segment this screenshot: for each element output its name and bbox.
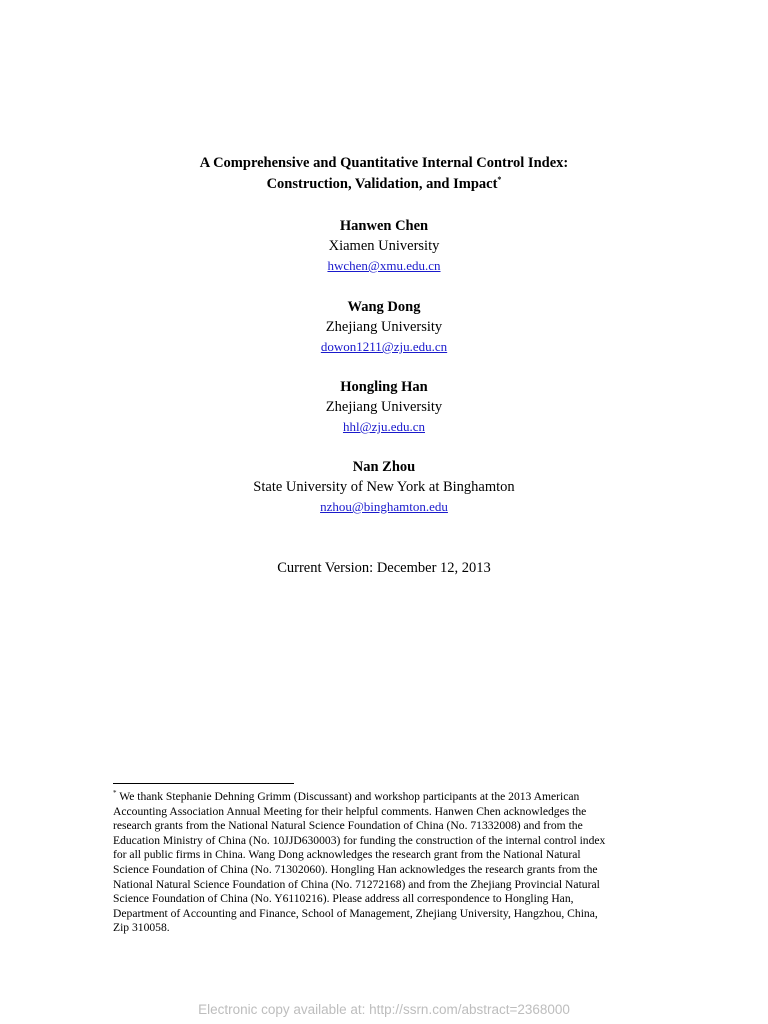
author-name: Nan Zhou <box>352 459 416 475</box>
footnote-line: research grants from the National Natural Science Foundation of China (No. 71332008) and from the <box>113 819 583 833</box>
author-affiliation: State University of New York at Binghamton <box>253 479 515 495</box>
footnote <box>113 790 658 936</box>
author-email-link[interactable]: hwchen@xmu.edu.cn <box>327 258 441 273</box>
ssrn-watermark: Electronic copy available at: http://ssrn.com/abstract=2368000 <box>198 1002 570 1017</box>
footnote-line: Education Ministry of China (No. 10JJD630003) for funding the construction of the internal control index <box>113 833 606 847</box>
author-block-4 <box>0 457 768 516</box>
author-block-2 <box>0 297 768 356</box>
author-block-3 <box>0 377 768 436</box>
author-block-1 <box>0 216 768 275</box>
title-line-2-text: Construction, Validation, and Impact <box>266 176 498 192</box>
author-email-link[interactable]: hhl@zju.edu.cn <box>342 419 425 434</box>
paper-title <box>0 153 768 195</box>
footnote-line-text: We thank Stephanie Dehning Grimm (Discussant) and workshop participants at the 2013 American <box>116 790 580 803</box>
author-affiliation: Xiamen University <box>328 238 440 254</box>
title-line-1: A Comprehensive and Quantitative Internal Control Index: <box>199 155 569 171</box>
footnote-line: Zip 310058. <box>113 921 170 935</box>
footnote-line: Accounting Association Annual Meeting for their helpful comments. Hanwen Chen acknowledges the <box>113 804 587 818</box>
footnote-mark: * <box>113 789 117 798</box>
footnote-line: Science Foundation of China (No. 71302060). Hongling Han acknowledges the research grants from the <box>113 862 598 876</box>
footnote-line <box>113 790 658 805</box>
author-name: Hanwen Chen <box>339 218 429 234</box>
footnote-line: Department of Accounting and Finance, School of Management, Zhejiang University, Hangzhou, China, <box>113 906 598 920</box>
footnote-rule <box>113 783 294 784</box>
author-email-link[interactable]: nzhou@binghamton.edu <box>320 499 448 514</box>
author-email-link[interactable]: dowon1211@zju.edu.cn <box>320 339 448 354</box>
footnote-line: National Natural Science Foundation of China (No. 71272168) and from the Zhejiang Provincial Natural <box>113 877 600 891</box>
author-name: Wang Dong <box>347 299 421 315</box>
footnote-line: for all public firms in China. Wang Dong acknowledges the research grant from the National Natural <box>113 848 581 862</box>
version-date: Current Version: December 12, 2013 <box>277 560 491 576</box>
footnote-line: Science Foundation of China (No. Y6110216). Please address all correspondence to Hongling Han, <box>113 892 574 906</box>
author-affiliation: Zhejiang University <box>325 399 443 415</box>
title-footnote-mark: * <box>497 175 502 185</box>
author-name: Hongling Han <box>340 379 428 395</box>
title-line-2 <box>0 174 768 195</box>
author-affiliation: Zhejiang University <box>325 319 443 335</box>
